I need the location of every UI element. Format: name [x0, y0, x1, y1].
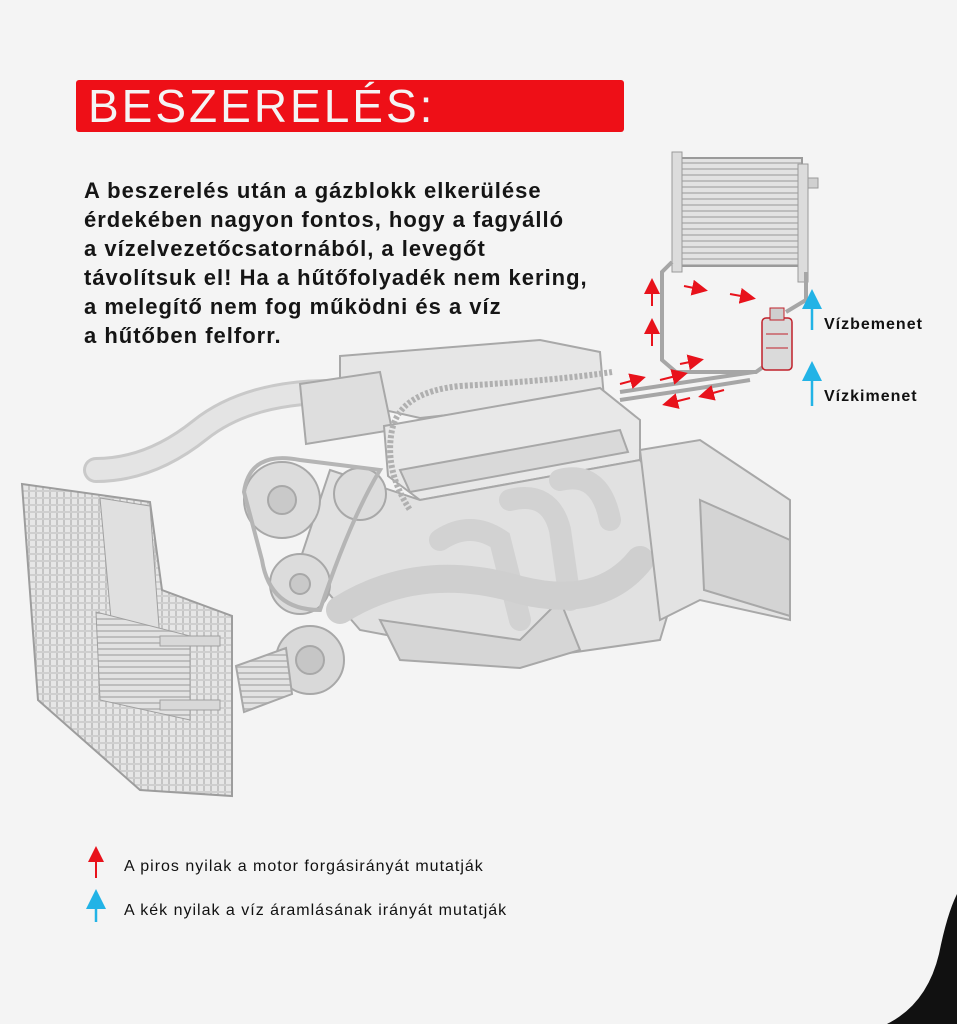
instruction-line: érdekében nagyon fontos, hogy a fagyálló	[84, 207, 565, 232]
water-pump	[762, 308, 792, 370]
legend-red-text: A piros nyilak a motor forgásirányát mutatják	[124, 858, 484, 875]
water-outlet-label: Vízkimenet	[824, 388, 918, 405]
water-inlet-label: Vízbemenet	[824, 316, 923, 333]
red-flow-arrows	[620, 282, 752, 404]
page-title: BESZERELÉS:	[88, 80, 436, 132]
legend-item-red	[84, 852, 684, 886]
legend-item-blue	[84, 896, 684, 930]
instruction-line: a melegítő nem fog működni és a víz	[84, 294, 502, 319]
instruction-line: a hűtőben felforr.	[84, 323, 282, 348]
instruction-line: távolítsuk el! Ha a hűtőfolyadék nem kering,	[84, 265, 588, 290]
main-radiator	[22, 484, 232, 796]
heater-radiator	[672, 152, 818, 282]
instruction-line: a vízelvezetőcsatornából, a levegőt	[84, 236, 486, 261]
instruction-line: A beszerelés után a gázblokk elkerülése	[84, 178, 542, 203]
legend-blue-text: A kék nyilak a víz áramlásának irányát mutatják	[124, 902, 508, 919]
